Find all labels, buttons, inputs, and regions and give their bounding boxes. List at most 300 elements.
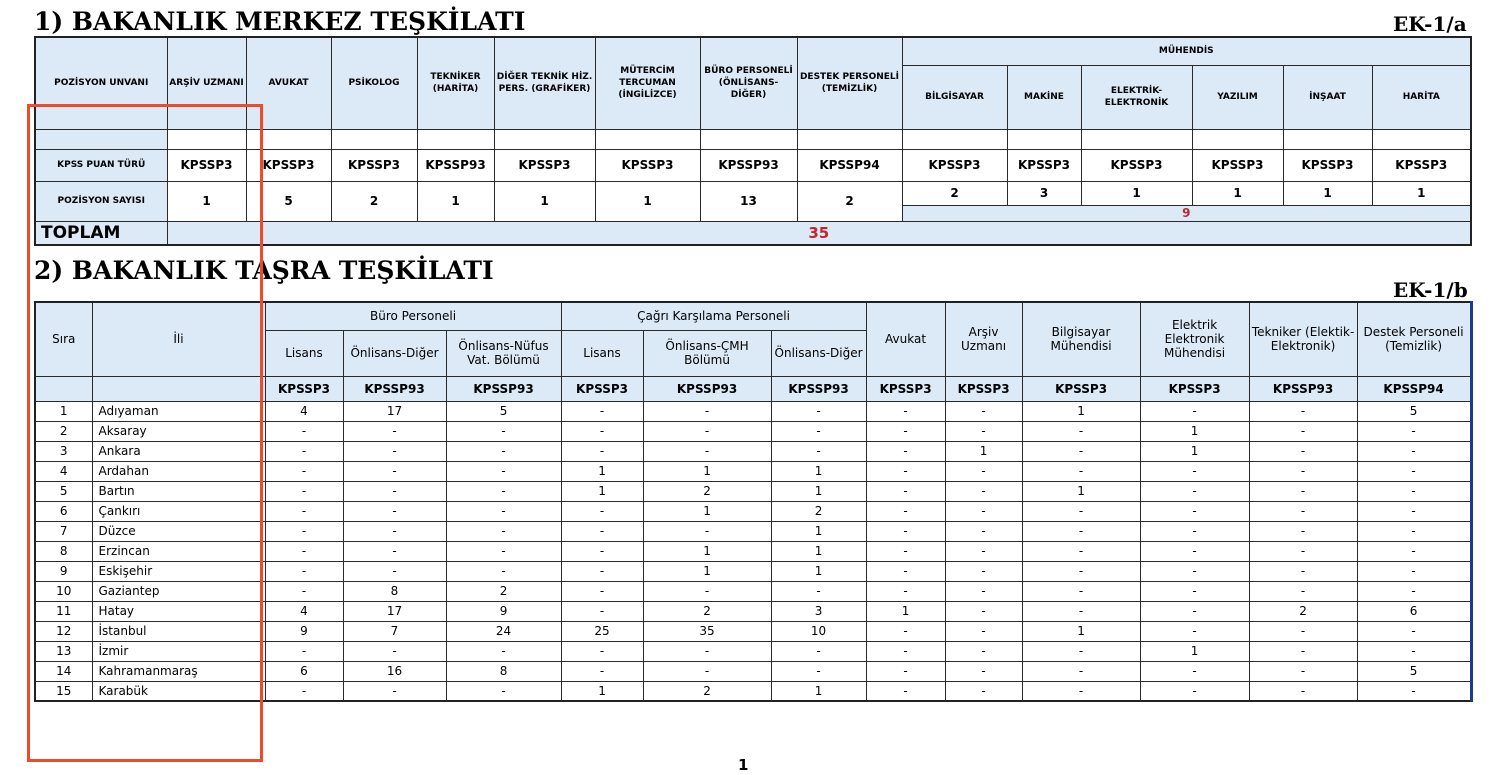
header-avukat: AVUKAT — [246, 37, 331, 129]
value-cell: 1 — [1140, 641, 1249, 661]
value-cell: 1 — [643, 561, 771, 581]
spacer-cell — [902, 129, 1007, 149]
value-cell: 35 — [643, 621, 771, 641]
sayi-cell: 2 — [331, 181, 417, 221]
value-cell: - — [265, 581, 343, 601]
value-cell: - — [446, 561, 561, 581]
value-cell: 1 — [643, 501, 771, 521]
value-cell: - — [945, 481, 1022, 501]
table-row — [35, 621, 1471, 641]
value-cell: - — [1022, 641, 1140, 661]
value-cell: - — [643, 641, 771, 661]
value-cell: 2 — [643, 481, 771, 501]
table-row — [35, 401, 1471, 421]
kpss-cell: KPSSP93 — [446, 376, 561, 401]
value-cell: 1 — [643, 461, 771, 481]
value-cell: 4 — [265, 401, 343, 421]
value-cell: 1 — [771, 461, 866, 481]
header-muh-bilgisayar: BİLGİSAYAR — [902, 65, 1007, 129]
kpss-cell: KPSSP93 — [417, 149, 494, 181]
sayi-cell: 1 — [1081, 181, 1192, 205]
value-cell: 3 — [771, 601, 866, 621]
value-cell: - — [561, 581, 643, 601]
value-cell: - — [1140, 501, 1249, 521]
kpss-cell: KPSSP3 — [1140, 376, 1249, 401]
table-row — [35, 481, 1471, 501]
tasra-table — [34, 301, 1473, 702]
header-buro-nufus: Önlisans-Nüfus Vat. Bölümü — [446, 330, 561, 376]
value-cell: - — [945, 601, 1022, 621]
value-cell: - — [1249, 641, 1357, 661]
value-cell: - — [1022, 581, 1140, 601]
section1-annex: EK-1/a — [1393, 12, 1467, 36]
value-cell: 1 — [771, 541, 866, 561]
value-cell: 1 — [771, 481, 866, 501]
value-cell: - — [561, 421, 643, 441]
value-cell: - — [1140, 561, 1249, 581]
header-cagri-cmh: Önlisans-ÇMH Bölümü — [643, 330, 771, 376]
header-avukat: Avukat — [866, 302, 945, 376]
sayi-cell: 1 — [1372, 181, 1471, 205]
sayi-cell: 2 — [902, 181, 1007, 205]
sayi-cell: 13 — [700, 181, 797, 221]
section2-annex: EK-1/b — [1393, 278, 1468, 302]
value-cell: - — [1357, 541, 1471, 561]
value-cell: - — [1249, 501, 1357, 521]
value-cell: - — [945, 401, 1022, 421]
header-mutercim: MÜTERCİM TERCUMAN (İNGİLİZCE) — [595, 37, 700, 129]
value-cell: 1 — [771, 561, 866, 581]
il-cell: Bartın — [92, 481, 265, 501]
header-buro: BÜRO PERSONELİ (ÖNLİSANS-DİĞER) — [700, 37, 797, 129]
value-cell: - — [771, 581, 866, 601]
kpss-cell: KPSSP3 — [1022, 376, 1140, 401]
value-cell: 1 — [1022, 481, 1140, 501]
value-cell: - — [866, 581, 945, 601]
il-cell: Erzincan — [92, 541, 265, 561]
value-cell: - — [1022, 441, 1140, 461]
value-cell: - — [265, 501, 343, 521]
value-cell: - — [561, 401, 643, 421]
header-buro-onlisans-diger: Önlisans-Diğer — [343, 330, 446, 376]
value-cell: - — [1249, 681, 1357, 701]
sayi-cell: 1 — [167, 181, 246, 221]
value-cell: - — [1249, 441, 1357, 461]
toplam-value: 35 — [167, 221, 1471, 245]
value-cell: - — [1357, 421, 1471, 441]
table-row — [35, 521, 1471, 541]
header-tekniker: TEKNİKER (HARİTA) — [417, 37, 494, 129]
value-cell: - — [561, 501, 643, 521]
value-cell: - — [1022, 501, 1140, 521]
header-bilgisayar: Bilgisayar Mühendisi — [1022, 302, 1140, 376]
table-row — [35, 681, 1471, 701]
value-cell: 1 — [561, 461, 643, 481]
kpss-label: KPSS PUAN TÜRÜ — [35, 149, 167, 181]
value-cell: 2 — [1249, 601, 1357, 621]
value-cell: 7 — [343, 621, 446, 641]
kpss-cell: KPSSP3 — [331, 149, 417, 181]
il-cell: Kahramanmaraş — [92, 661, 265, 681]
value-cell: - — [945, 561, 1022, 581]
value-cell: - — [1357, 681, 1471, 701]
header-psikolog: PSİKOLOG — [331, 37, 417, 129]
header-diger-teknik: DİĞER TEKNİK HİZ. PERS. (GRAFİKER) — [494, 37, 595, 129]
spacer-cell — [35, 129, 167, 149]
value-cell: 1 — [1140, 441, 1249, 461]
table-row — [35, 421, 1471, 441]
il-cell: Düzce — [92, 521, 265, 541]
value-cell: - — [1357, 461, 1471, 481]
value-cell: - — [1140, 581, 1249, 601]
value-cell: - — [446, 541, 561, 561]
kpss-cell: KPSSP3 — [595, 149, 700, 181]
sira-cell: 4 — [35, 461, 92, 481]
header-destek: DESTEK PERSONELİ (TEMİZLİK) — [797, 37, 902, 129]
value-cell: - — [265, 461, 343, 481]
value-cell: - — [1140, 401, 1249, 421]
value-cell: - — [561, 541, 643, 561]
value-cell: - — [945, 521, 1022, 541]
value-cell: - — [265, 521, 343, 541]
value-cell: - — [1140, 621, 1249, 641]
value-cell: - — [643, 441, 771, 461]
header-arsiv: Arşiv Uzmanı — [945, 302, 1022, 376]
kpss-cell: KPSSP93 — [700, 149, 797, 181]
value-cell: 1 — [866, 601, 945, 621]
spacer-cell — [1081, 129, 1192, 149]
spacer-cell — [417, 129, 494, 149]
sira-cell: 3 — [35, 441, 92, 461]
value-cell: - — [446, 421, 561, 441]
value-cell: 10 — [771, 621, 866, 641]
value-cell: - — [446, 501, 561, 521]
value-cell: 1 — [771, 521, 866, 541]
value-cell: - — [1022, 661, 1140, 681]
kpss-cell: KPSSP3 — [1007, 149, 1081, 181]
value-cell: - — [1140, 661, 1249, 681]
value-cell: - — [561, 661, 643, 681]
value-cell: - — [866, 461, 945, 481]
value-cell: - — [945, 541, 1022, 561]
value-cell: - — [945, 681, 1022, 701]
value-cell: 2 — [771, 501, 866, 521]
value-cell: 1 — [561, 681, 643, 701]
kpss-cell: KPSSP3 — [1081, 149, 1192, 181]
kpss-cell: KPSSP3 — [246, 149, 331, 181]
table-row — [35, 461, 1471, 481]
value-cell: 17 — [343, 401, 446, 421]
sayi-cell: 1 — [1283, 181, 1372, 205]
il-cell: Ankara — [92, 441, 265, 461]
value-cell: - — [343, 481, 446, 501]
il-cell: Hatay — [92, 601, 265, 621]
value-cell: - — [343, 461, 446, 481]
spacer-cell — [1007, 129, 1081, 149]
value-cell: - — [343, 441, 446, 461]
kpss-cell: KPSSP3 — [265, 376, 343, 401]
sayi-cell: 1 — [1192, 181, 1283, 205]
value-cell: - — [866, 401, 945, 421]
kpss-cell: KPSSP93 — [343, 376, 446, 401]
value-cell: - — [945, 661, 1022, 681]
value-cell: - — [1022, 601, 1140, 621]
header-muh-insaat: İNŞAAT — [1283, 65, 1372, 129]
value-cell: - — [1249, 521, 1357, 541]
value-cell: - — [1249, 581, 1357, 601]
page-number: 1 — [738, 756, 749, 774]
value-cell: 8 — [343, 581, 446, 601]
value-cell: - — [343, 501, 446, 521]
kpss-cell: KPSSP3 — [1283, 149, 1372, 181]
value-cell: 5 — [446, 401, 561, 421]
value-cell: - — [1249, 661, 1357, 681]
value-cell: 16 — [343, 661, 446, 681]
il-cell: Ardahan — [92, 461, 265, 481]
table-row — [35, 561, 1471, 581]
value-cell: 1 — [643, 541, 771, 561]
spacer-cell — [1372, 129, 1471, 149]
spacer-cell — [1283, 129, 1372, 149]
value-cell: - — [1140, 521, 1249, 541]
value-cell: - — [866, 481, 945, 501]
value-cell: - — [945, 621, 1022, 641]
value-cell: - — [1022, 681, 1140, 701]
value-cell: - — [771, 641, 866, 661]
header-muh-makine: MAKİNE — [1007, 65, 1081, 129]
value-cell: - — [265, 421, 343, 441]
il-cell: Karabük — [92, 681, 265, 701]
value-cell: - — [343, 641, 446, 661]
sayi-cell: 1 — [494, 181, 595, 221]
value-cell: 9 — [446, 601, 561, 621]
value-cell: 2 — [643, 601, 771, 621]
value-cell: - — [945, 421, 1022, 441]
value-cell: - — [1022, 561, 1140, 581]
header-elektrik: Elektrik Elektronik Mühendisi — [1140, 302, 1249, 376]
sayi-label: POZİSYON SAYISI — [35, 181, 167, 221]
value-cell: - — [1249, 481, 1357, 501]
header-cagri-lisans: Lisans — [561, 330, 643, 376]
value-cell: - — [446, 461, 561, 481]
value-cell: 1 — [945, 441, 1022, 461]
value-cell: - — [265, 641, 343, 661]
value-cell: - — [561, 601, 643, 621]
value-cell: - — [1249, 621, 1357, 641]
value-cell: 1 — [1022, 621, 1140, 641]
value-cell: 9 — [265, 621, 343, 641]
value-cell: - — [945, 461, 1022, 481]
header-tekniker: Tekniker (Elektik-Elektronik) — [1249, 302, 1357, 376]
value-cell: 6 — [265, 661, 343, 681]
kpss-cell: KPSSP3 — [561, 376, 643, 401]
value-cell: - — [343, 541, 446, 561]
spacer-cell — [35, 376, 92, 401]
sira-cell: 6 — [35, 501, 92, 521]
header-muh-elektrik: ELEKTRİK-ELEKTRONİK — [1081, 65, 1192, 129]
value-cell: - — [643, 521, 771, 541]
value-cell: - — [945, 641, 1022, 661]
value-cell: - — [561, 521, 643, 541]
table-row — [35, 541, 1471, 561]
kpss-cell: KPSSP3 — [167, 149, 246, 181]
value-cell: - — [866, 541, 945, 561]
value-cell: - — [1022, 461, 1140, 481]
value-cell: - — [866, 641, 945, 661]
value-cell: 24 — [446, 621, 561, 641]
sira-cell: 7 — [35, 521, 92, 541]
sira-cell: 13 — [35, 641, 92, 661]
kpss-cell: KPSSP3 — [494, 149, 595, 181]
kpss-cell: KPSSP3 — [945, 376, 1022, 401]
value-cell: - — [866, 681, 945, 701]
value-cell: - — [1357, 521, 1471, 541]
kpss-cell: KPSSP93 — [643, 376, 771, 401]
value-cell: - — [1022, 421, 1140, 441]
table-row — [35, 601, 1471, 621]
sira-cell: 1 — [35, 401, 92, 421]
value-cell: - — [446, 641, 561, 661]
kpss-cell: KPSSP93 — [771, 376, 866, 401]
value-cell: 2 — [446, 581, 561, 601]
value-cell: - — [643, 401, 771, 421]
il-cell: Adıyaman — [92, 401, 265, 421]
header-buro-lisans: Lisans — [265, 330, 343, 376]
value-cell: - — [1357, 641, 1471, 661]
kpss-cell: KPSSP94 — [1357, 376, 1471, 401]
value-cell: - — [771, 441, 866, 461]
table-row — [35, 501, 1471, 521]
section1-title: 1) BAKANLIK MERKEZ TEŞKİLATI — [34, 7, 526, 36]
value-cell: - — [1140, 461, 1249, 481]
kpss-cell: KPSSP3 — [1372, 149, 1471, 181]
spacer-cell — [1192, 129, 1283, 149]
value-cell: - — [866, 521, 945, 541]
value-cell: - — [446, 441, 561, 461]
merkez-table — [34, 36, 1472, 246]
value-cell: - — [945, 501, 1022, 521]
value-cell: - — [265, 681, 343, 701]
value-cell: 25 — [561, 621, 643, 641]
value-cell: 1 — [561, 481, 643, 501]
table-row — [35, 641, 1471, 661]
value-cell: 1 — [1140, 421, 1249, 441]
sayi-cell: 1 — [595, 181, 700, 221]
sayi-row — [35, 181, 1471, 205]
il-cell: Çankırı — [92, 501, 265, 521]
value-cell: - — [1140, 681, 1249, 701]
value-cell: - — [1357, 581, 1471, 601]
value-cell: - — [866, 421, 945, 441]
value-cell: - — [1357, 501, 1471, 521]
value-cell: - — [343, 521, 446, 541]
header-muhendis: MÜHENDİS — [902, 37, 1471, 65]
header-cagri-diger: Önlisans-Diğer — [771, 330, 866, 376]
value-cell: - — [265, 561, 343, 581]
sayi-cell: 3 — [1007, 181, 1081, 205]
value-cell: - — [1249, 401, 1357, 421]
value-cell: - — [1140, 481, 1249, 501]
header-pozisyon-unvani: POZİSYON UNVANI — [35, 37, 167, 129]
kpss-cell: KPSSP3 — [866, 376, 945, 401]
sayi-cell: 5 — [246, 181, 331, 221]
value-cell: - — [1357, 481, 1471, 501]
value-cell: - — [866, 561, 945, 581]
il-cell: Eskişehir — [92, 561, 265, 581]
kpss-cell: KPSSP3 — [902, 149, 1007, 181]
value-cell: - — [643, 581, 771, 601]
value-cell: - — [446, 681, 561, 701]
header-ili: İli — [92, 302, 265, 376]
muhendis-total: 9 — [902, 205, 1471, 221]
value-cell: - — [265, 541, 343, 561]
value-cell: 4 — [265, 601, 343, 621]
kpss-cell: KPSSP3 — [1192, 149, 1283, 181]
spacer-cell — [595, 129, 700, 149]
value-cell: - — [1022, 521, 1140, 541]
spacer-cell — [700, 129, 797, 149]
value-cell: - — [561, 441, 643, 461]
spacer-cell — [246, 129, 331, 149]
sira-cell: 9 — [35, 561, 92, 581]
sira-cell: 5 — [35, 481, 92, 501]
sira-cell: 2 — [35, 421, 92, 441]
value-cell: - — [1249, 461, 1357, 481]
value-cell: 1 — [771, 681, 866, 701]
spacer-cell — [167, 129, 246, 149]
value-cell: - — [771, 421, 866, 441]
spacer-cell — [92, 376, 265, 401]
value-cell: - — [1249, 561, 1357, 581]
value-cell: - — [1140, 541, 1249, 561]
value-cell: - — [343, 681, 446, 701]
value-cell: - — [561, 641, 643, 661]
header-destek: Destek Personeli (Temizlik) — [1357, 302, 1471, 376]
value-cell: 8 — [446, 661, 561, 681]
kpss-row — [35, 149, 1471, 181]
value-cell: - — [1022, 541, 1140, 561]
table-row — [35, 441, 1471, 461]
section2-title: 2) BAKANLIK TAŞRA TEŞKİLATI — [34, 256, 494, 285]
value-cell: - — [945, 581, 1022, 601]
toplam-row — [35, 221, 1471, 245]
il-cell: İzmir — [92, 641, 265, 661]
header-sira: Sıra — [35, 302, 92, 376]
value-cell: - — [561, 561, 643, 581]
value-cell: - — [771, 661, 866, 681]
sayi-cell: 1 — [417, 181, 494, 221]
value-cell: - — [1357, 441, 1471, 461]
header-cagri-karsilama: Çağrı Karşılama Personeli — [561, 302, 866, 330]
value-cell: 6 — [1357, 601, 1471, 621]
header-muh-harita: HARİTA — [1372, 65, 1471, 129]
value-cell: 5 — [1357, 401, 1471, 421]
value-cell: - — [643, 421, 771, 441]
kpss-row — [35, 376, 1471, 401]
header-buro-personeli: Büro Personeli — [265, 302, 561, 330]
kpss-cell: KPSSP93 — [1249, 376, 1357, 401]
value-cell: - — [866, 501, 945, 521]
spacer-cell — [797, 129, 902, 149]
toplam-label: TOPLAM — [35, 221, 167, 245]
value-cell: - — [1249, 421, 1357, 441]
value-cell: - — [771, 401, 866, 421]
il-cell: İstanbul — [92, 621, 265, 641]
header-arsiv: ARŞİV UZMANI — [167, 37, 246, 129]
value-cell: - — [446, 481, 561, 501]
value-cell: - — [343, 561, 446, 581]
value-cell: - — [866, 661, 945, 681]
